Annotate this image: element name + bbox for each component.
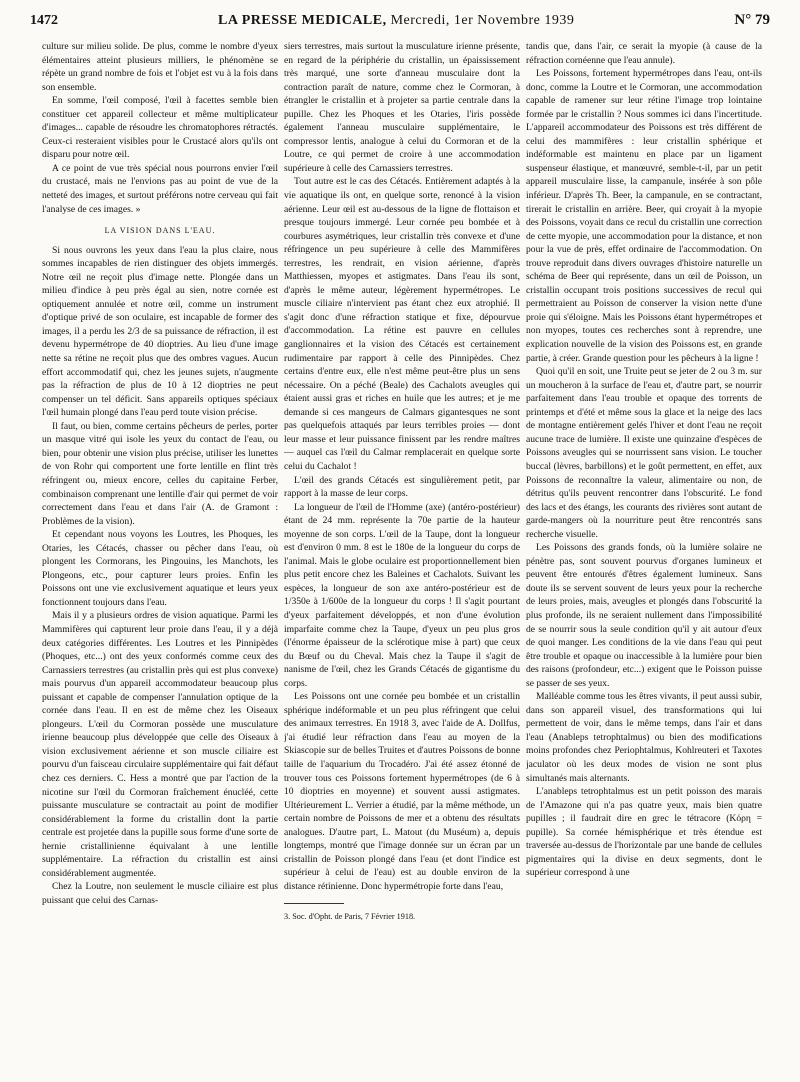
- section-heading: LA VISION DANS L'EAU.: [104, 226, 216, 236]
- paragraph: Les Poissons des grands fonds, où la lumière solaire ne pénètre pas, sont souvent pourvus d'organes lumineux et peuvent être entourés d'êtres également lumineux. Sans doute ils se servent souvent de leurs yeux pour la recherche de leurs proies, mais, aveugles et plongés dans l'obscurité la plus profonde, ils ne seraient nullement dans l'impossibilité de se nourrir sous la seule condition qu'il y ait autour d'eux de quoi manger. Les conditions de la vie dans l'eau qui peut être trouble et opaque ou inaccessible à la lumière pour bien des raisons (profondeur, etc...) exigent que le Poisson puisse se passer de ses yeux.: [526, 542, 762, 689]
- paragraph: L'anableps tetrophtalmus est un petit poisson des marais de l'Amazone qui n'a pas quatre yeux, mais bien quatre pupilles ; il faudrait dire en grec le tétracore (Κόρη = pupille). Sa cornée hémisphérique et très étendue est traversée au-dessus de l'horizontale par une bande de cellules pigmentaires qui la divise en deux segments, dont le supérieur correspond à une: [526, 786, 762, 879]
- paragraph: L'œil des grands Cétacés est singulièrement petit, par rapport à la masse de leur corps.: [284, 474, 520, 500]
- paragraph: La longueur de l'œil de l'Homme (axe) (antéro-postérieur) étant de 24 mm. représente la 70e partie de la hauteur moyenne de son corps. L'œil de la Taupe, dont la longueur est d'environ 0 mm. 8 est le 180e de la longueur du corps de l'animal. Mais le globe oculaire est proportionnellement bien plus petit encore chez les Baleines et Cachalots. Suivant les espèces, la longueur de son axe antéro-postérieur est de 1/350e à 1/600e de la longueur du corps ! Il s'agit pourtant d'yeux parfaitement développés, et non d'une évolution imparfaite comme chez la Taupe, d'yeux un peu plus gros (l'énorme épaisseur de la sclérotique mise à part) que ceux du Bœuf ou du Cheval. Mais chez la Taupe il s'agit de nanisme de l'œil, chez les Grands Cétacés de gigantisme du corps.: [284, 501, 520, 689]
- column-right: [526, 40, 762, 1070]
- journal-name: LA PRESSE MEDICALE,: [218, 13, 387, 28]
- paragraph: Tout autre est le cas des Cétacés. Entièrement adaptés à la vie aquatique ils ont, en quelque sorte, renoncé à la vision aérienne. Leur œil est au-dessous de la ligne de flottaison et presque toujours immergé. Leur cornée peu bombée et à courbures asymétriques, leur cristallin très convexe et d'une réfringence un peu supérieure à celle des Mammifères terrestres, les rendrait, en vision aérienne, d'après Matthiessen, myopes et astigmates. Dans l'eau ils sont, d'après le même auteur, légèrement hypermétropes. Le muscle ciliaire n'intervient pas étant chez eux atrophié. Il s'agit donc d'une réfraction statique et fixe, dépourvue d'accommodation. La rétine est pauvre en cellules ganglionnaires et la vision des Cétacés est certainement rudimentaire par rapport à celle des Pinnipèdes. Chez certains d'entre eux, elle n'est même peut-être plus un sens nécessaire. On a péché (Beale) des Cachalots aveugles qui étaient aussi gras et riches en huile que les autres; et je me demande si ces mangeurs de Calmars gigantesques ne sont pas quelquefois attaqués par leurs terribles proies — dont leur masse et leur puissance finissent par les rendre maîtres — auquel cas l'œil du Calmar remplacerait en quelque sorte celui du Cachalot !: [284, 176, 520, 472]
- issue-number: N° 79: [734, 12, 770, 28]
- paragraph: Si nous ouvrons les yeux dans l'eau la plus claire, nous sommes incapables de rien distinguer des objets immergés. Notre œil ne reçoit plus d'image nette. Plongée dans un milieu d'indice à peu près égal au sien, notre cornée est optiquement annulée et notre œil, comme un instrument d'optique privé de son oculaire, est incapable de former des images, il a perdu les 2/3 de sa puissance de réfraction, il est devenu hypermétrope de 40 dioptries. Au lieu d'une image nette sa rétine ne reçoit plus que des ombres vagues. Aucun effort accommodatif qui, chez les jeunes sujets, n'augmente pas la réfraction de plus de 10 à 12 dioptries ne peut compenser un tel déficit. Sans appareils optiques spéciaux l'œil humain plongé dans l'eau perd toute vision précise.: [42, 244, 278, 419]
- paragraph: Malléable comme tous les êtres vivants, il peut aussi subir, dans son appareil visuel, des transformations qui lui permettent de voir, dans le même temps, dans l'air et dans l'eau (Anableps tetrophtalmus) ou bien des modifications moins profondes chez Periophtalmus, Kohlreuteri et Taxotes jaculator où les deux modes de vision ne sont plus simultanés mais alternants.: [526, 691, 762, 784]
- paragraph: Mais il y a plusieurs ordres de vision aquatique. Parmi les Mammifères qui capturent leur proie dans l'eau, il y a déjà deux catégories différentes. Les Loutres et les Pinnipèdes (Phoques, etc...) ont des yeux conformés comme ceux des Carnassiers terrestres (au cristallin près qui est plus convexe) mais pourvus d'un appareil accommodateur beaucoup plus puissant et capable de compenser l'annulation optique de la cornée dans l'eau. Il en est de même chez les Oiseaux plongeurs. L'œil du Cormoran possède une musculature irienne beaucoup plus développée que celle des Oiseaux à vision exclusivement aérienne et son muscle ciliaire est pourvu d'un faisceau circulaire supplémentaire qui fait défaut chez ces derniers. C. Hess a montré que par l'action de la nicotine sur l'œil du Cormoran fraîchement énucléé, cette puissante musculature se contractait au point de modifier considérablement la forme du cristallin dont la partie centrale est projetée dans la pupille sous forme d'une sorte de hernie cristallinienne équivalant à une lentille supplémentaire. La réfraction du cristallin est ainsi considérablement augmentée.: [42, 610, 278, 879]
- paragraph: A ce point de vue très spécial nous pourrons envier l'œil du crustacé, mais ne l'envions pas au point de vue de la netteté des images, et surtout préférons notre cerveau qui fait l'analyse de ces images. »: [42, 162, 278, 215]
- column-left: [42, 40, 278, 1070]
- paragraph: En somme, l'œil composé, l'œil à facettes semble bien constituer cet appareil collecteur et même multiplicateur d'images... capable de résoudre les chromatophores rétractés. Ceux-ci resteraient visibles pour le Crustacé alors qu'ils ont disparu pour notre œil.: [42, 95, 278, 161]
- journal-title-line: [218, 13, 574, 29]
- paragraph: Chez la Loutre, non seulement le muscle ciliaire est plus puissant que celui des Carnas-: [42, 881, 278, 906]
- issue-date: Mercredi, 1er Novembre 1939: [390, 13, 575, 28]
- paragraph: siers terrestres, mais surtout la musculature irienne présente, en regard de la périphérie du cristallin, un épaississement très marqué, une sorte d'anneau musculaire dont la contraction paraît de nature, comme chez le Cormoran, à étrangler le cristallin et à projeter sa partie centrale dans la pupille. Chez les Phoques et les Otaries, l'iris possède également l'anneau musculaire supplémentaire, le compressor lentis, analogue à celui du Cormoran et de la Loutre, ce qui permet de croire à une accommodation supérieure à celle des Carnassiers terrestres.: [284, 41, 520, 174]
- paragraph: Les Poissons, fortement hypermétropes dans l'eau, ont-ils donc, comme la Loutre et le Cormoran, une accommodation capable de ramener sur leur rétine l'image trop lointaine formée par le cristallin ? Nous sommes ici dans l'incertitude. L'appareil accommodateur des Poissons est très différent de celui des mammifères : leur cristallin sphérique et indéformable est maintenu en place par un ligament suspenseur élastique, et manœuvré, semble-t-il, par un petit appareil musculaire lisse, la campanule, insérée à son pôle inférieur. D'après Th. Beer, la campanule, en se contractant, tirerait le cristallin en arrière. Beer, qui croyait à la myopie des Poissons, voyait dans ce recul du cristallin une correction de cette myopie, une accommodation pour la distance, et non pour la vue de près, effet ordinaire de l'accommodation. On trouve reproduit dans divers ouvrages d'histoire naturelle un schéma de Beer qui représente, dans un œil de Poisson, un cristallin occupant trois positions successives de recul qui permettraient au Poisson de conserver la vision nette d'une proie qui s'éloigne. Mais les Poissons étant hypermétropes et non myopes, toutes ces recherches sont à reprendre, une explication nouvelle de la vision des Poissons est, en grande partie, à créer. Grande question pour les pêcheurs à la ligne !: [526, 68, 762, 364]
- footnote-rule: [284, 903, 344, 910]
- running-header: [30, 12, 770, 34]
- paragraph: Et cependant nous voyons les Loutres, les Phoques, les Otaries, les Cétacés, chasser ou pêcher dans l'eau, où plongent les Cormorans, les Pingouins, les Manchots, les Plongeons, etc., pour capturer leurs proies. Enfin les Poissons ont une vie exclusivement aquatique et leurs yeux fonctionnent toujours dans l'eau.: [42, 529, 278, 608]
- column-middle: [284, 40, 520, 1070]
- paragraph: Il faut, ou bien, comme certains pêcheurs de perles, porter un masque vitré qui isole les yeux du contact de l'eau, ou bien, pour obtenir une vision plus précise, utiliser les lunettes de von Rohr qui comportent une forte lentille en flint très réfringent ou, mieux encore, celles du capitaine Ferber, combinaison comprenant une lentille d'air qui permet de voir correctement dans l'eau et dans l'air (A. de Gramont : Problèmes de la vision).: [42, 420, 278, 527]
- paragraph: Les Poissons ont une cornée peu bombée et un cristallin sphérique indéformable et un peu plus réfringent que celui des animaux terrestres. En 1918 3, avec l'aide de A. Dollfus, j'ai étudié leur réfraction dans l'eau au moyen de la Skiascopie sur de belles Truites et d'autres Poissons de bonne taille de l'aquarium du Trocadéro. J'ai été assez étonné de trouver tous ces Poissons fortement hypermétropes (de 6 à 10 dioptries en moyenne) et souvent aussi astigmates. Ultérieurement L. Verrier a étudié, par la même méthode, un certain nombre de Poissons de mer et a obtenu des résultats analogues. D'autre part, L. Matout (du Muséum) a, depuis longtemps, montré que l'image donnée sur un écran par un cristallin de Poisson plongé dans l'eau (et dont l'indice est supérieur à celui de l'eau) est au double environ de la distance rétinienne. Donc hypermétropie forte dans l'eau,: [284, 691, 520, 892]
- footnote: 3. Soc. d'Opht. de Paris, 7 Février 1918.: [284, 912, 416, 922]
- paragraph: Quoi qu'il en soit, une Truite peut se jeter de 2 ou 3 m. sur un moucheron à la surface de l'eau et, d'autre part, se nourrir parfaitement dans l'eau trouble et opaque des torrents de printemps et d'été et même sous la glace et la neige des lacs de montagne entièrement gelés l'hiver et dont l'eau ne reçoit aucune trace de lumière. Il existe une quinzaine d'espèces de Poissons aveugles qui se nourrissent sans vision. Le toucher buccal (lèvres, barbillons) et le goût permettent, en effet, aux Poissons de reconnaître la valeur, alimentaire ou non, de détritus qu'ils peuvent rencontrer dans l'obscurité. Le fond des lacs et des étangs, les courants des rivières sont autant de garde-mangers où la nourriture peut être rencontrés sans recherche visuelle.: [526, 366, 762, 540]
- paragraph: culture sur milieu solide. De plus, comme le nombre d'yeux élémentaires atteint plusieurs milliers, le phénomène se répète un grand nombre de fois et l'objet est vu à la fois dans son ensemble.: [42, 41, 278, 93]
- paragraph: tandis que, dans l'air, ce serait la myopie (à cause de la réfraction cornéenne que l'eau annule).: [526, 41, 762, 66]
- page-number: 1472: [30, 13, 58, 28]
